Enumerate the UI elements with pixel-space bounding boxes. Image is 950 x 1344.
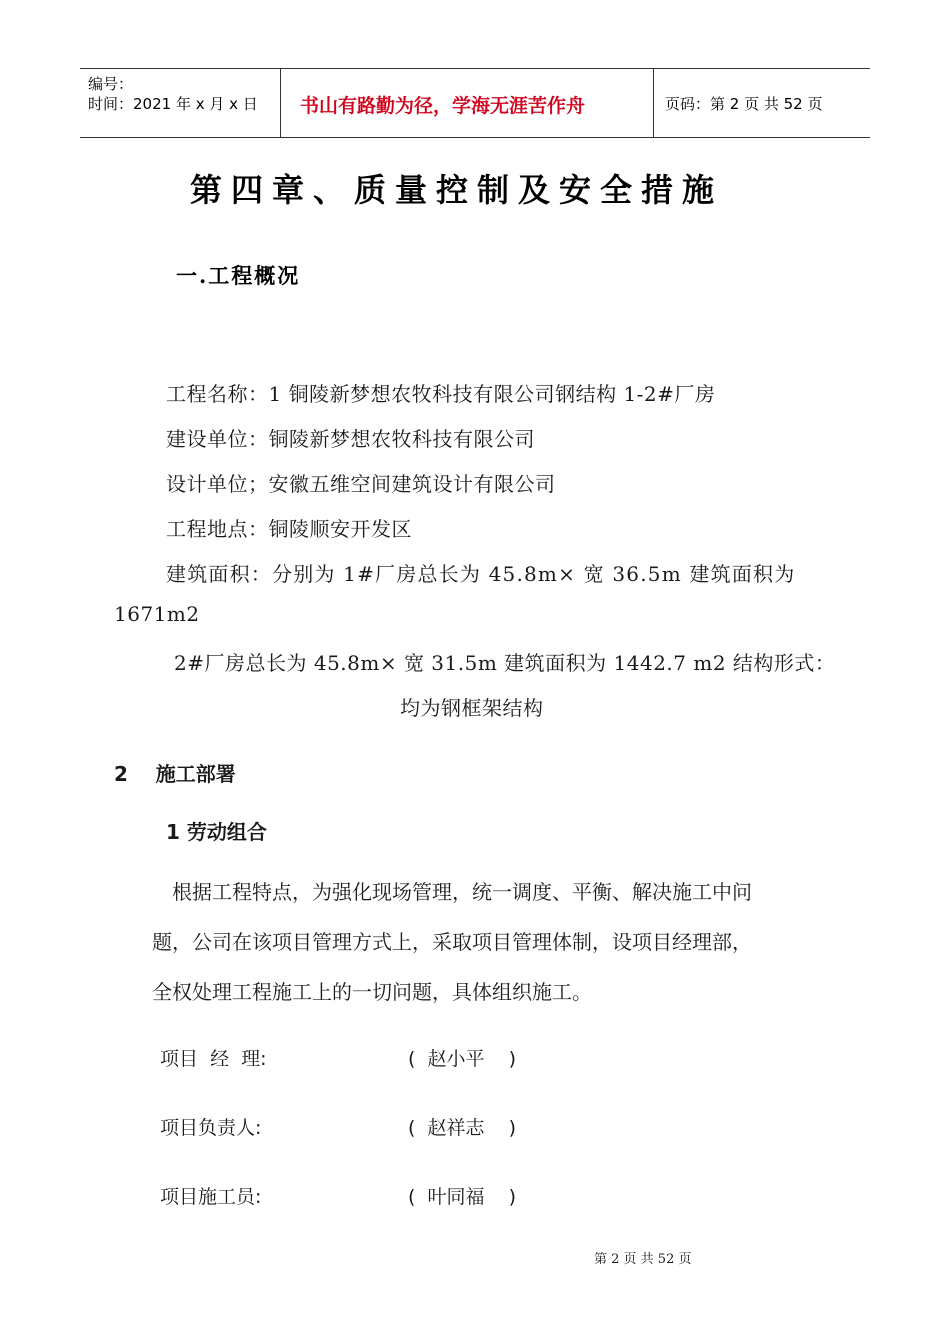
location-line: 工程地点：铜陵顺安开发区 bbox=[166, 517, 412, 541]
staff-name: ( 赵祥志 ) bbox=[408, 1117, 517, 1139]
area-line: 建筑面积：分别为 1#厂房总长为 45.8m× 宽 36.5m 建筑面积为 bbox=[166, 562, 796, 586]
header-divider bbox=[280, 69, 281, 137]
section-title-overview: 一.工程概况 bbox=[176, 263, 301, 288]
staff-role: 项目施工员: bbox=[160, 1186, 262, 1208]
area-line-factory2: 2#厂房总长为 45.8m× 宽 31.5m 建筑面积为 1442.7 m2 结构形式： bbox=[174, 651, 836, 675]
paragraph-line: 根据工程特点，为强化现场管理，统一调度、平衡、解决施工中问 bbox=[172, 880, 752, 904]
header-time-label: 时间：2021 年 x 月 x 日 bbox=[88, 95, 258, 113]
page-footer: 第 2 页 共 52 页 bbox=[594, 1252, 692, 1267]
header-number-label: 编号： bbox=[88, 75, 134, 93]
structure-form-line: 均为钢框架结构 bbox=[400, 696, 544, 720]
section-title-deployment: 2 施工部署 bbox=[114, 762, 236, 786]
header-motto: 书山有路勤为径，学海无涯苦作舟 bbox=[300, 95, 586, 117]
staff-role: 项目 经 理: bbox=[160, 1048, 267, 1070]
area-line-continued: 1671m2 bbox=[114, 602, 200, 626]
staff-role: 项目负责人: bbox=[160, 1117, 262, 1139]
designer-line: 设计单位；安徽五维空间建筑设计有限公司 bbox=[166, 472, 556, 496]
subsection-title-labor: 1 劳动组合 bbox=[166, 820, 267, 844]
paragraph-line: 题，公司在该项目管理方式上，采取项目管理体制，设项目经理部， bbox=[152, 930, 752, 954]
header-table bbox=[80, 68, 870, 138]
staff-name: ( 叶同福 ) bbox=[408, 1186, 517, 1208]
header-divider bbox=[653, 69, 654, 137]
header-page-info: 页码：第 2 页 共 52 页 bbox=[665, 95, 823, 113]
project-name-line: 工程名称：1 铜陵新梦想农牧科技有限公司钢结构 1-2#厂房 bbox=[166, 382, 716, 406]
builder-line: 建设单位：铜陵新梦想农牧科技有限公司 bbox=[166, 427, 535, 451]
paragraph-line: 全权处理工程施工上的一切问题，具体组织施工。 bbox=[152, 980, 592, 1004]
staff-name: ( 赵小平 ) bbox=[408, 1048, 517, 1070]
chapter-title: 第四章、质量控制及安全措施 bbox=[190, 171, 724, 209]
